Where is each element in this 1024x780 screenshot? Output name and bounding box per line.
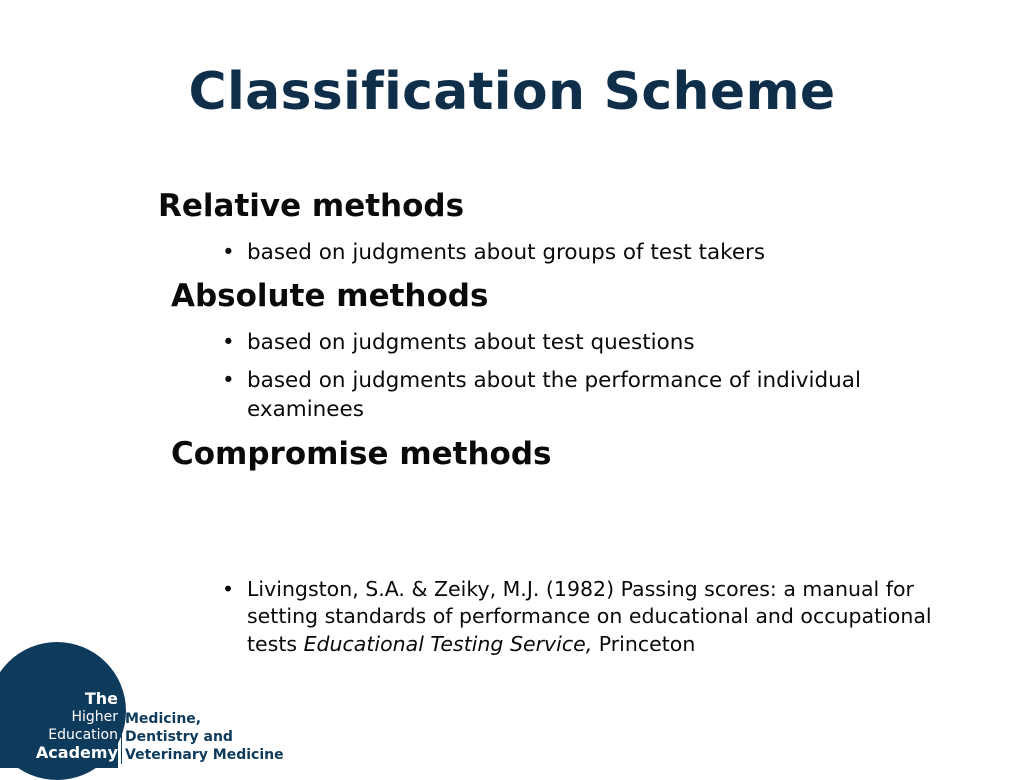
bullet-text: based on judgments about test questions <box>247 330 695 355</box>
absolute-methods-list <box>222 328 922 433</box>
list-item <box>222 366 907 425</box>
list-item <box>222 328 922 358</box>
bullet-icon: • <box>222 240 235 265</box>
reference-text-end: Princeton <box>592 631 696 656</box>
logo-line-academy: Academy <box>35 743 118 762</box>
bullet-text: based on judgments about groups of test takers <box>247 240 766 265</box>
logo-line-the: The <box>84 689 118 708</box>
logo-divider <box>121 712 122 764</box>
reference-list <box>222 576 942 666</box>
bullet-icon: • <box>222 577 235 601</box>
logo-line-higher: Higher <box>71 709 118 725</box>
logo-sub-line-3: Veterinary Medicine <box>125 747 284 763</box>
bullet-text: based on judgments about the performance of individual examinees <box>247 367 861 423</box>
logo-sub-line-2: Dentistry and <box>125 729 233 745</box>
logo-subject-centre <box>125 710 284 764</box>
bullet-icon: • <box>222 367 235 393</box>
heading-absolute-methods: Absolute methods <box>171 278 489 314</box>
bullet-icon: • <box>222 330 235 355</box>
heading-relative-methods: Relative methods <box>158 188 465 224</box>
reference-publisher: Educational Testing Service, <box>303 631 593 656</box>
reference-item <box>222 576 942 658</box>
reference-text-start: Livingston, S.A. & Zeiky, M.J. (1982) Passing scores: a manual for setting standards of performance on educational and occupational tests <box>247 577 932 656</box>
relative-methods-list <box>222 238 765 276</box>
logo-line-education: Education <box>48 727 118 743</box>
list-item <box>222 238 765 268</box>
logo-sub-line-1: Medicine, <box>125 711 202 727</box>
slide-title: Classification Scheme <box>188 62 836 122</box>
logo-wordmark <box>36 690 118 762</box>
heading-compromise-methods: Compromise methods <box>171 436 552 472</box>
